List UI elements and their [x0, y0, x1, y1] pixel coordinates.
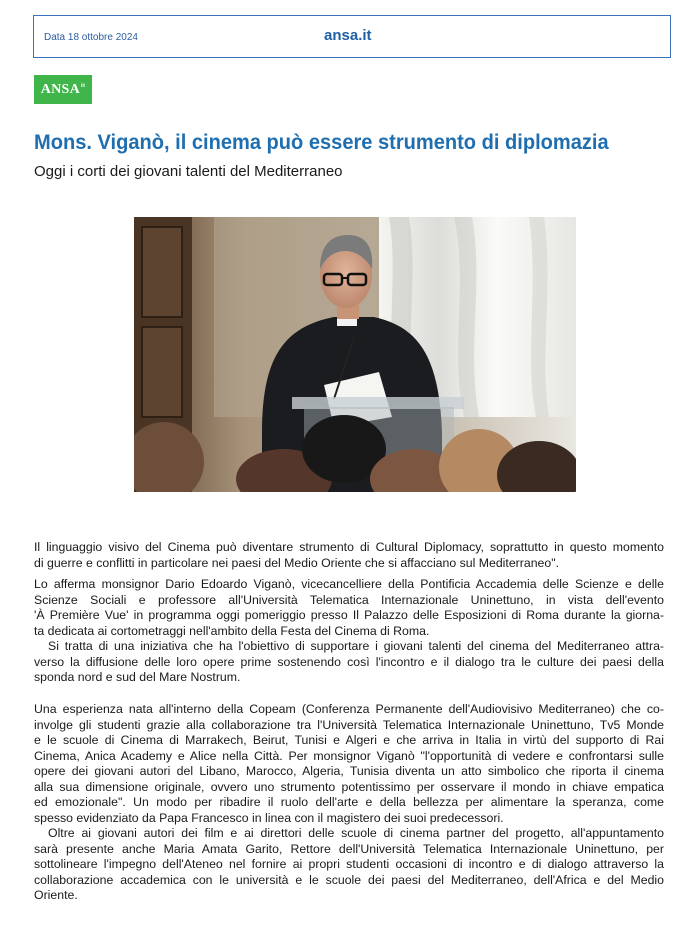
paragraph-line: di guerre e conflitti in particolare nei paesi del Medio Oriente che si affacciano sul Mediterraneo". — [34, 555, 559, 570]
paragraph-line: Lo afferma monsignor Dario Edoardo Viganò, vicecancelliere della Pontificia Accademia delle Scienze e delle — [34, 577, 664, 591]
ansa-logo: $ANSA^{it}$ — [34, 75, 92, 104]
paragraph-line: ed emozionale". Un modo per ribadire il ruolo dell'arte e della bellezza per alimentare la speranza, come — [34, 795, 664, 809]
paragraph-line: alla sua dimensione originale, ovvero uno strumento potentissimo per osservare il mondo in chiave empatica — [34, 779, 664, 794]
paragraph-line: involge gli studenti grazie alla collaborazione tra l'Università Telematica Internazionale Uninettuno, Tv5 Monde — [34, 717, 664, 732]
paragraph-line: Il linguaggio visivo del Cinema può diventare strumento di Cultural Diplomacy, soprattutto in questo momento — [34, 540, 664, 554]
article-paragraph-2 — [34, 577, 664, 686]
paragraph-line: spesso evidenziato da Papa Francesco in linea con il magistero dei suoi predecessori. — [34, 810, 504, 825]
paragraph-line: Si tratta di una iniziativa che ha l'obiettivo di supportare i giovani talenti del cinema del Mediterraneo attra- — [48, 639, 664, 653]
paragraph-line: verso la diffusione delle loro opere prime sostenendo così l'incontro e il dialogo tra le culture dei paesi della — [34, 654, 664, 669]
article-title: Mons. Viganò, il cinema può essere strumento di diplomazia — [34, 131, 609, 154]
paragraph-line: Cinema, Anica Academy e Alice nella Città. Per monsignor Viganò "l'opportunità di vedere e confrontarsi sulle — [34, 748, 664, 763]
article-paragraph-1 — [34, 540, 664, 571]
header-box — [33, 15, 671, 58]
paragraph-line: sottolineare l'impegno dell'Ateneo nel fornire ai propri studenti occasioni di incontro e di dialogo attraverso la — [34, 857, 664, 871]
paragraph-line: Oltre ai giovani autori dei film e ai direttori delle scuole di cinema partner del progetto, all'appuntamento — [48, 826, 664, 840]
article-subtitle: Oggi i corti dei giovani talenti del Mediterraneo — [34, 163, 343, 180]
article-photo — [134, 217, 576, 492]
source-site-link[interactable]: ansa.it — [324, 27, 372, 44]
paragraph-line: sarà presente anche Maria Amata Garito, Rettore dell'Università Telematica Internazionale Uninettuno, per — [34, 841, 664, 856]
article-paragraph-3 — [34, 702, 664, 904]
paragraph-line: Scienze Sociali e professore all'Università Telematica Internazionale Uninettuno, in vista dell'evento — [34, 592, 664, 607]
publication-date: Data 18 ottobre 2024 — [44, 32, 138, 43]
paragraph-line: Una esperienza nata all'interno della Copeam (Conferenza Permanente dell'Audiovisivo Mediterraneo) che co- — [34, 702, 664, 716]
paragraph-line: 'À Première Vue' in programma oggi pomeriggio presso Il Palazzo delle Esposizioni di Roma durante la giorna- — [34, 608, 664, 622]
paragraph-line: collaborazione accademica con le università e le scuole dei paesi del Mediterraneo, dell'Africa e del Medio — [34, 872, 664, 887]
paragraph-line: e le scuole di Cinema di Marrakech, Beirut, Tunisi e Algeri e che arriva in Italia in virtù del supporto di Rai — [34, 733, 664, 747]
paragraph-line: opere dei giovani autori del Libano, Marocco, Algeria, Tunisia diventa un atto simbolico che riporta il cinema — [34, 764, 664, 778]
paragraph-line: Oriente. — [34, 888, 78, 902]
paragraph-line: sponda nord e sud del Mare Nostrum. — [34, 670, 241, 684]
paragraph-line: ta dedicata ai cortometraggi nell'ambito della Festa del Cinema di Roma. — [34, 623, 430, 638]
